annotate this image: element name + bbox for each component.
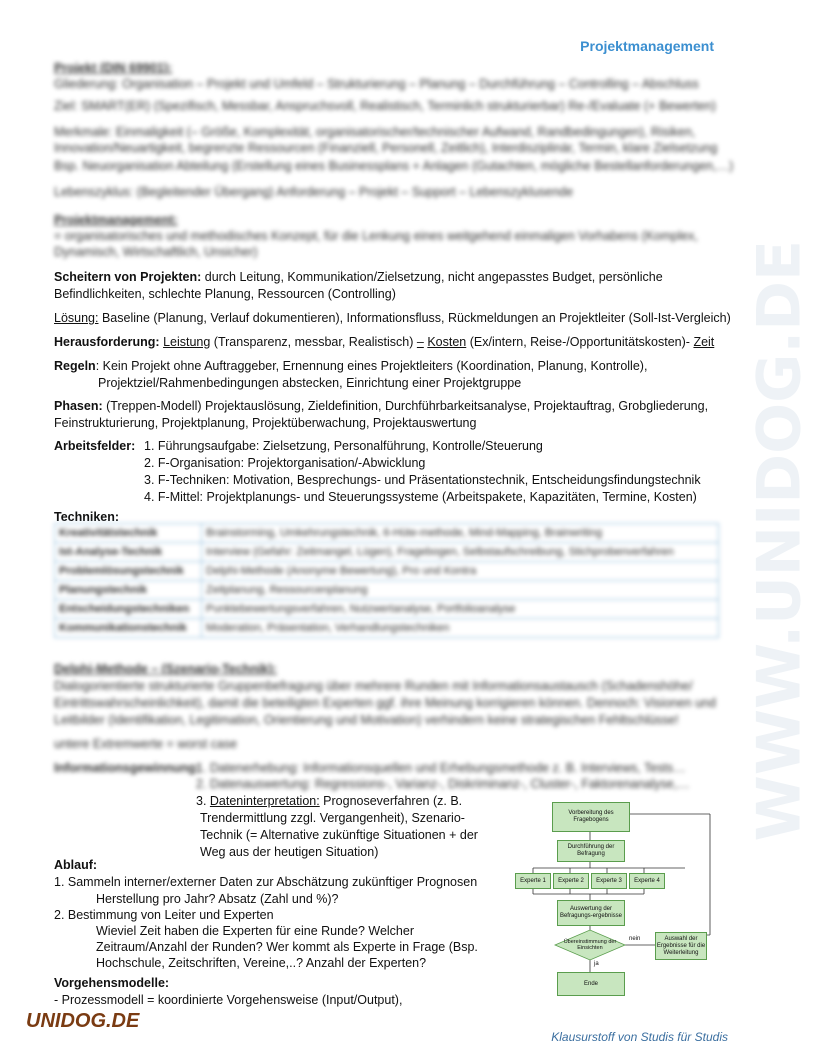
herausforderung-text-1: (Transparenz, messbar, Realistisch) [210, 335, 417, 349]
zeit-term: Zeit [693, 335, 715, 349]
ablauf-line: Hochschule, Zeitschriften, Vereine,..? Anzahl der Experten? [96, 956, 427, 970]
blurred-line: Lebenszyklus: (Begleitender Übergang) Anforderung – Projekt – Support – Lebenszyklusende [54, 185, 574, 199]
flow-nein-label: nein [629, 936, 641, 942]
datenint-line-2: Trendermittlung zzgl. Vergangenheit), Szenario- [200, 811, 465, 825]
regeln-label: Regeln [54, 359, 96, 373]
flow-box-ende: Ende [557, 972, 625, 996]
arbeitsfeld-item: 2. F-Organisation: Projektorganisation/-Abwicklung [144, 456, 426, 470]
arbeitsfeld-item: 3. F-Techniken: Motivation, Besprechungs- und Präsentationstechnik, Entscheidungsfindungstechnik [144, 473, 701, 487]
table-cell-key: Kommunikationstechnik [55, 619, 202, 638]
table-cell-key: Planungstechnik [55, 581, 202, 600]
regeln-line-2: Projektziel/Rahmenbedingungen abstecken, Einrichtung einer Projektgruppe [98, 376, 522, 390]
flow-box-experte: Experte 2 [553, 873, 589, 889]
blurred-line: 2. Datenauswertung: Regressions-, Varianz-, Diskriminanz-, Cluster-, Faktorenanalyse,… [196, 777, 690, 791]
vorgehen-line: - Prozessmodell = koordinierte Vorgehensweise (Input/Output), [54, 993, 403, 1007]
flow-box-experte: Experte 1 [515, 873, 551, 889]
watermark: WWW.UNIDOG.DE [744, 240, 814, 842]
blurred-line: Leitbilder (Identifikation, Legitimation, Orientierung und Motivation) verhindern keine strategischen Fehltschlüsse! [54, 713, 679, 727]
leistung-term: Leistung [163, 335, 211, 349]
ablauf-label: Ablauf: [54, 858, 98, 872]
kosten-term: Kosten [427, 335, 467, 349]
blurred-line: = organisatorisches und methodisches Konzept, für die Lenkung eines weitgehend einmaligen Vorhabens (Komplex, [54, 229, 698, 243]
blurred-line: Dialogorientierte strukturierte Gruppenbefragung über mehrere Runden mit Informationsaustausch (Schadenshöhe/ [54, 679, 693, 693]
delphi-flowchart [505, 800, 725, 1000]
ablauf-line: Wieviel Zeit haben die Experten für eine Runde? Welcher [96, 924, 414, 938]
scheitern-line-2: Befindlichkeiten, schlechte Planung, Ressourcen (Controlling) [54, 287, 396, 301]
arbeitsfeld-item: 1. Führungsaufgabe: Zielsetzung, Personalführung, Kontrolle/Steuerung [144, 439, 543, 453]
scheitern-line [54, 269, 663, 285]
table-cell-value: Delphi-Methode (Anonyme Bewertung), Pro und Kontra [202, 562, 719, 581]
table-cell-key: Kreativitätstechnik [55, 524, 202, 543]
datenint-num: 3. [196, 794, 210, 808]
table-row [55, 543, 719, 562]
herausforderung-line [54, 334, 714, 350]
footer-tagline: Klausurstoff von Studis für Studis [551, 1030, 728, 1044]
blurred-line: Projektmanagement: [54, 213, 178, 227]
datenint-label: Dateninterpretation: [209, 794, 320, 808]
ablauf-line: 2. Bestimmung von Leiter und Experten [54, 908, 274, 922]
page-title: Projektmanagement [580, 38, 714, 54]
scheitern-text: durch Leitung, Kommunikation/Zielsetzung, nicht angepasstes Budget, persönliche [201, 270, 663, 284]
flow-box-auswertung: Auswertung der Befragungs-ergebnisse [557, 900, 625, 926]
herausforderung-text-2: (Ex/intern, Reise-/Opportunitätskosten)- [466, 335, 694, 349]
flow-box-experte: Experte 4 [629, 873, 665, 889]
table-row [55, 600, 719, 619]
herausforderung-label: Herausforderung: [54, 335, 160, 349]
blurred-line: Merkmale: Einmaligkeit (– Größe, Komplexität, organisatorischer/technischer Aufwand, Randbedingungen), Risiken, [54, 125, 696, 139]
ablauf-line: Zeitraum/Anzahl der Runden? Wer kommt als Experte in Frage (Bsp. [96, 940, 478, 954]
loesung-text: Baseline (Planung, Verlauf dokumentieren), Informationsfluss, Rückmeldungen an Projektleiter (Soll-Ist-Vergleich) [98, 311, 731, 325]
flow-box-auswahl: Auswahl der Ergebnisse für die Weiterleitung [655, 932, 707, 960]
blurred-line: Delphi-Methode – (Szenario-Technik): [54, 662, 277, 676]
arbeitsfeld-item: 4. F-Mittel: Projektplanungs- und Steuerungssysteme (Arbeitspakete, Kapazitäten, Termine, Kosten) [144, 490, 697, 504]
blurred-line: Informationsgewinnung: [54, 761, 200, 775]
vorgehen-label: Vorgehensmodelle: [54, 976, 170, 990]
datenint-line-3: Technik (= Alternative zukünftige Situationen + der [200, 828, 478, 842]
regeln-text: : Kein Projekt ohne Auftraggeber, Ernennung eines Projektleiters (Koordination, Planung, Kontrolle), [95, 359, 648, 373]
ablauf-line: Herstellung pro Jahr? Absatz (Zahl und %)? [96, 892, 339, 906]
table-row [55, 562, 719, 581]
blurred-line: Bsp. Neuorganisation Abteilung (Erstellung eines Businessplans + Anlagen (Gutachten, mögliche Bestellanforderungen,…) [54, 159, 734, 173]
table-row [55, 581, 719, 600]
phasen-line [54, 398, 708, 414]
techniken-table [54, 523, 719, 638]
blurred-line: Ziel: SMART(ER) (Spezifisch, Messbar, Anspruchsvoll, Realistisch, Terminlich strukturierbar) Re-/Evaluate (+ Bewerten) [54, 99, 716, 113]
flow-ja-label: ja [594, 961, 599, 967]
scheitern-label: Scheitern von Projekten: [54, 270, 202, 284]
table-cell-key: Entscheidungstechniken [55, 600, 202, 619]
phasen-line-2: Feinstrukturierung, Projektplanung, Projektüberwachung, Projektauswertung [54, 416, 477, 430]
blurred-line: Eintrittswahrscheinlichkeit), damit die beteiligten Experten ggf. ihre Meinung korrigieren können. Dennoch: Visionen und [54, 696, 716, 710]
loesung-line [54, 310, 731, 326]
flow-box-vorbereitung: Vorbereitung des Fragebogens [552, 802, 630, 832]
flow-decision-label: Übereinstimmung der Einsichten [563, 939, 617, 951]
blurred-line: 1. Datenerhebung: Informationsquellen und Erhebungsmethode z. B. Interviews, Tests… [196, 761, 686, 775]
blurred-line: Gliederung: Organisation – Projekt und Umfeld – Strukturierung – Planung – Durchführung – Controlling – Abschluss [54, 77, 699, 91]
datenint-text: Prognoseverfahren (z. B. [319, 794, 463, 808]
table-row [55, 619, 719, 638]
blurred-line: untere Extremwerte = worst case [54, 737, 238, 751]
table-cell-value: Brainstorming, Umkehrungstechnik, 6-Hüte-methode, Mind-Mapping, Brainwriting [202, 524, 719, 543]
blurred-line: Innovation/Neuartigkeit, begrenzte Ressourcen (Finanziell, Personell, Zeitlich), Interdisziplinär, Termin, klare Zielsetzung [54, 141, 718, 155]
table-cell-key: Problemlösungstechnik [55, 562, 202, 581]
phasen-label: Phasen: [54, 399, 103, 413]
blurred-line: Projekt (DIN 69901): [54, 61, 173, 75]
herausforderung-dash: – [416, 335, 424, 349]
blurred-line: Dynamisch, Wirtschaftlich, Unsicher) [54, 245, 258, 259]
regeln-line [54, 358, 647, 374]
ablauf-line: 1. Sammeln interner/externer Daten zur Abschätzung zukünftiger Prognosen [54, 875, 478, 889]
table-cell-value: Zeitplanung, Ressourcenplanung [202, 581, 719, 600]
loesung-label: Lösung: [54, 311, 99, 325]
flow-box-experte: Experte 3 [591, 873, 627, 889]
flow-box-durchfuehrung: Durchführung der Befragung [557, 840, 625, 862]
arbeitsfelder-label: Arbeitsfelder: [54, 439, 136, 453]
table-cell-value: Moderation, Präsentation, Verhandlungstechniken [202, 619, 719, 638]
table-row [55, 524, 719, 543]
table-cell-value: Interview (Gefahr: Zeitmangel, Lügen), Fragebogen, Selbstaufschreibung, Stichprobenverfahren [202, 543, 719, 562]
phasen-text: (Treppen-Modell) Projektauslösung, Zieldefinition, Durchführbarkeitsanalyse, Projektauftrag, Grobgliederung, [102, 399, 709, 413]
unidog-logo: UNIDOG.DE [26, 1010, 140, 1032]
techniken-label: Techniken: [54, 510, 120, 524]
datenint-line [196, 793, 462, 809]
table-cell-value: Punktebewertungsverfahren, Nutzwertanalyse, Portfolioanalyse [202, 600, 719, 619]
table-cell-key: Ist-Analyse-Technik [55, 543, 202, 562]
datenint-line-4: Weg aus der heutigen Situation) [200, 845, 379, 859]
